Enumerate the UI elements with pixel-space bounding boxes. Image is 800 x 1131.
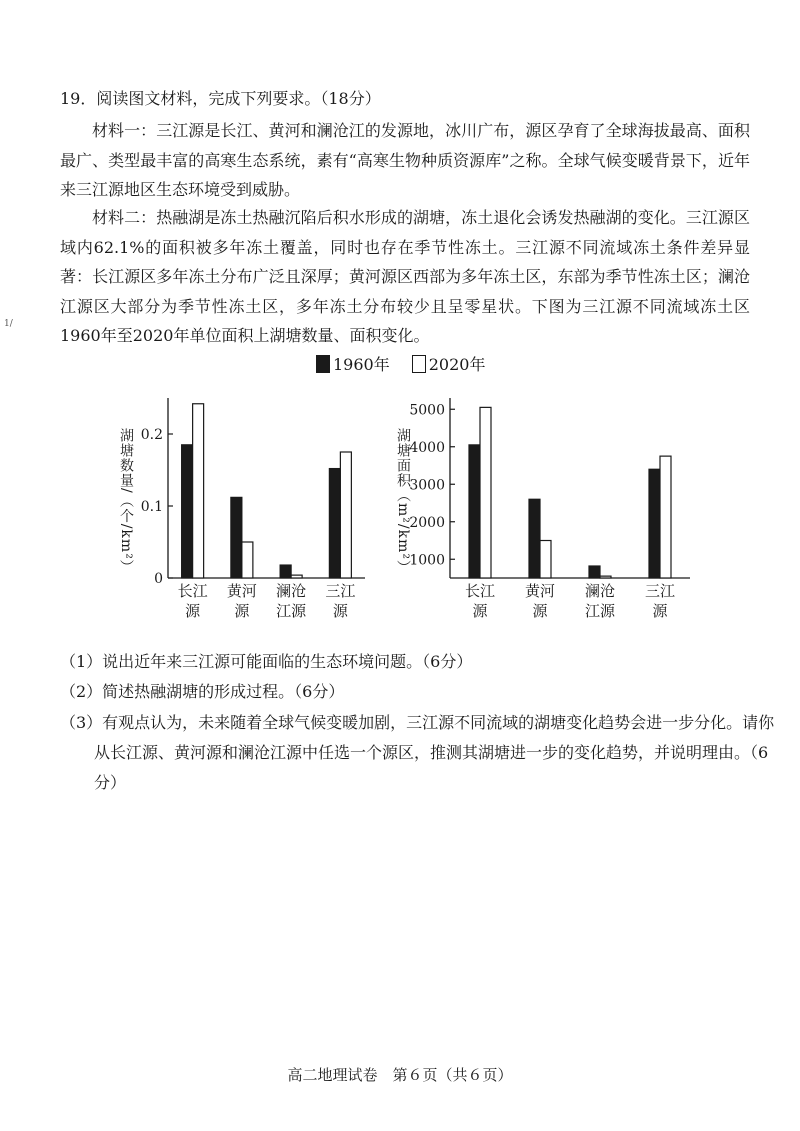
bar-1960 [182, 445, 193, 578]
x-category-label: 黄河 [226, 582, 257, 600]
subquestion-1: （1）说出近年来三江源可能面临的生态环境问题。（6分） [60, 652, 473, 671]
x-category-label: 源 [185, 602, 201, 620]
bar-2020 [340, 452, 351, 578]
bar-2020 [193, 404, 204, 578]
bar-2020 [540, 541, 551, 579]
y-tick-label: 0.1 [140, 499, 163, 515]
bar-1960 [280, 565, 291, 578]
bar-1960 [589, 566, 600, 578]
x-category-label: 源 [532, 602, 548, 620]
bar-1960 [329, 469, 340, 578]
x-category-label: 长江 [177, 582, 208, 600]
legend-label-2020: 2020年 [428, 355, 486, 374]
x-category-label: 三江 [644, 582, 676, 600]
x-category-label: 三江 [325, 582, 356, 600]
y-tick-label: 5000 [409, 402, 445, 419]
x-category-label: 澜沧 [584, 582, 616, 600]
lake-count-chart [110, 390, 375, 635]
bar-2020 [291, 575, 302, 578]
x-category-label: 澜沧 [276, 582, 307, 600]
x-category-label: 江源 [276, 602, 307, 620]
y-tick-label: 3000 [409, 477, 445, 494]
bar-2020 [660, 456, 671, 578]
subquestion-3: （3）有观点认为，未来随着全球气候变暖加剧，三江源不同流域的湖塘变化趋势会进一步分化。请你从长江源、黄河源和澜沧江源中任选一个源区，推测其湖塘进一步的变化趋势，并说明理由。（6分） [60, 713, 775, 792]
legend-swatch-2020 [412, 355, 426, 373]
lake-area-chart [385, 390, 700, 635]
x-category-label: 源 [652, 602, 668, 620]
legend-swatch-1960 [316, 355, 330, 373]
subquestion-2: （2）简述热融湖塘的形成过程。（6分） [60, 682, 345, 701]
bar-1960 [469, 445, 480, 578]
material-one: 材料一：三江源是长江、黄河和澜沧江的发源地，冰川广布，源区孕育了全球海拔最高、面积最广、类型最丰富的高寒生态系统，素有“高寒生物种质资源库”之称。全球气候变暖背景下，近年来三江源地区生态环境受到威胁。 [60, 121, 750, 199]
bar-1960 [649, 469, 660, 578]
y-axis-label: 湖塘数量/（个/km²） [118, 428, 134, 575]
x-category-label: 黄河 [524, 582, 556, 600]
margin-mark: 1/ [4, 319, 13, 329]
x-category-label: 江源 [584, 602, 616, 620]
material-two: 材料二：热融湖是冻土热融沉陷后积水形成的湖塘，冻土退化会诱发热融湖的变化。三江源区域内62.1%的面积被多年冻土覆盖，同时也存在季节性冻土。三江源不同流域冻土条件差异显著：长江源区多年冻土分布广泛且深厚；黄河源区西部为多年冻土区，东部为季节性冻土区；澜沧江源区大部分为季节性冻土区，多年冻土分布较少且呈零星状。下图为三江源不同流域冻土区1960年至2020年单位面积上湖塘数量、面积变化。 [60, 208, 750, 345]
y-tick-label: 0 [154, 571, 163, 587]
bar-2020 [600, 576, 611, 578]
bar-2020 [242, 542, 253, 578]
legend-label-1960: 1960年 [333, 355, 390, 374]
y-tick-label: 1000 [409, 552, 445, 569]
x-category-label: 源 [234, 602, 250, 620]
y-tick-label: 0.2 [140, 427, 163, 443]
y-axis-label: 湖塘面积（m²/km²） [395, 428, 411, 575]
y-tick-label: 2000 [409, 514, 445, 531]
x-category-label: 源 [472, 602, 488, 620]
bar-2020 [480, 407, 491, 578]
page-footer: 高二地理试卷 第６页（共６页） [287, 1066, 513, 1084]
question-title: 19．阅读图文材料，完成下列要求。（18分） [60, 89, 381, 108]
x-category-label: 源 [332, 602, 348, 620]
bar-1960 [529, 499, 540, 578]
chart-legend [316, 352, 485, 375]
bar-1960 [231, 497, 242, 578]
x-category-label: 长江 [464, 582, 496, 600]
y-tick-label: 4000 [409, 439, 445, 456]
